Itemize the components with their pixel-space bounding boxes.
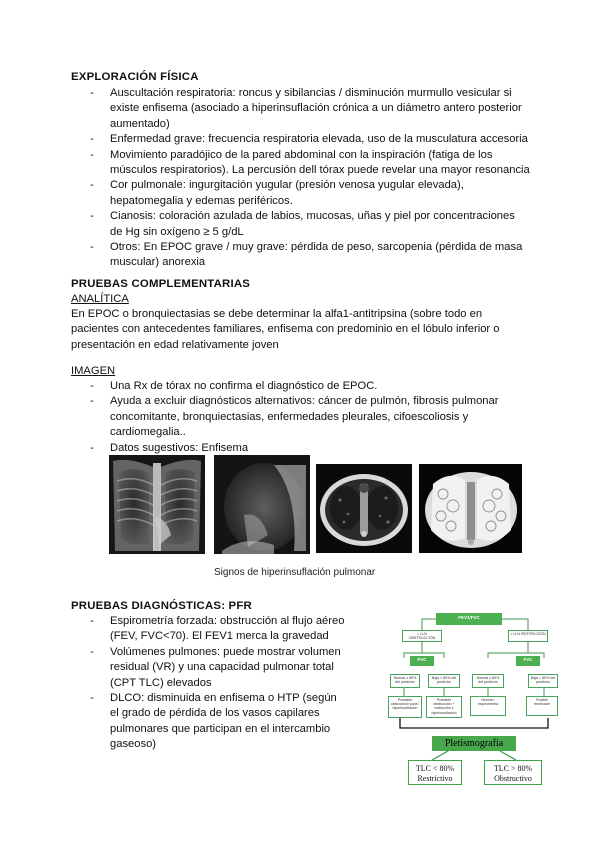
ct-scan-bullous-image <box>419 464 522 553</box>
chest-xray-pa-image <box>109 455 205 554</box>
images-caption: Signos de hiperinsuflación pulmonar <box>214 567 376 578</box>
flowchart-pletismografia: Pletismografía <box>432 736 516 751</box>
exploracion-list <box>90 86 530 271</box>
flowchart-tlc-low <box>408 760 462 785</box>
flowchart-box-low-right: Baja < 80% del predicho <box>528 674 558 688</box>
flowchart-box-normal-right: Normal ≥ 80% del predicho <box>472 674 504 688</box>
ct-scan-emphysema-image <box>316 464 412 553</box>
flowchart-box-low-left: Baja < 80% del predicho <box>428 674 460 688</box>
list-item: - Otros: En EPOC grave / muy grave: pérdida de peso, sarcopenia (pérdida de masa muscular) anorexia <box>90 240 530 271</box>
tlc-low-label: Restrictivo <box>417 774 453 783</box>
list-item: - Espirometría forzada: obstrucción al flujo aéreo (FEV, FVC<70). El FEV1 merca la gravedad <box>90 614 346 645</box>
analitica-paragraph: En EPOC o bronquiectasias se debe determinar la alfa1-antitripsina (sobre todo en pacientes con antecedentes familiares, enfisema con predominio en el lóbulo inferior o presentación en edad relativamente joven <box>71 308 500 351</box>
subsection-title-imagen: IMAGEN <box>71 365 116 377</box>
flowchart-result-4: Posible restricción <box>526 696 558 716</box>
tlc-high-label: Obstructivo <box>494 774 532 783</box>
section-title-exploracion: EXPLORACIÓN FÍSICA <box>71 71 199 83</box>
pfr-flowchart <box>388 612 560 788</box>
list-item: - DLCO: disminuida en enfisema o HTP (según el grado de pérdida de los vasos capilares pulmonares que participan en el intercambio gaseoso) <box>90 691 346 753</box>
flowchart-left-condition: < LLN OBSTRUCCIÓN <box>402 630 442 642</box>
section-title-complementarias: PRUEBAS COMPLEMENTARIAS <box>71 278 251 290</box>
diagnosticas-list <box>90 614 346 753</box>
chest-xray-lateral-image <box>214 455 310 554</box>
flowchart-top-node: FEV1/FVC <box>436 613 502 625</box>
flowchart-fvc-left: FVC <box>410 656 434 666</box>
section-title-diagnosticas: PRUEBAS DIAGNÓSTICAS: PFR <box>71 600 252 612</box>
list-item: - Datos sugestivos: Enfisema <box>90 441 520 456</box>
list-item: - Movimiento paradójico de la pared abdominal con la inspiración (fatiga de los músculos respiratorios). La percusión dell tórax puede revelar una mayor resonancia <box>90 148 530 179</box>
subsection-title-analitica: ANALÍTICA <box>71 293 129 305</box>
flowchart-result-1: Probable obstrucción pura / hiperinsuflación <box>388 696 422 718</box>
flowchart-fvc-right: FVC <box>516 656 540 666</box>
list-item: - Enfermedad grave: frecuencia respiratoria elevada, uso de la musculatura accesoria <box>90 132 530 147</box>
imagen-list <box>90 379 520 456</box>
flowchart-result-3: Normal / espirometría <box>470 696 506 716</box>
flowchart-tlc-high <box>484 760 542 785</box>
list-item: - Auscultación respiratoria: roncus y sibilancias / disminución murmullo vesicular si existe enfisema (asociado a hiperinsuflación crónica a un diámetro antero posterior aumentado) <box>90 86 530 132</box>
list-item: - Volúmenes pulmones: puede mostrar volumen residual (VR) y una capacidad pulmonar total (CPT TLC) elevados <box>90 645 346 691</box>
list-item: - Cor pulmonale: ingurgitación yugular (presión venosa yugular elevada), hepatomegalia y edemas periféricos. <box>90 178 530 209</box>
flowchart-result-2: Probable obstrucción + restricción o hiperinsuflación <box>426 696 462 718</box>
list-item: - Una Rx de tórax no confirma el diagnóstico de EPOC. <box>90 379 520 394</box>
list-item: - Ayuda a excluir diagnósticos alternativos: cáncer de pulmón, fibrosis pulmonar concomitante, bronquiectasias, enfermedades pleurales, cifoescoliosis y cardiomegalia.. <box>90 394 520 440</box>
list-item: - Cianosis: coloración azulada de labios, mucosas, uñas y piel por concentraciones de Hg sin oxígeno ≥ 5 g/dL <box>90 209 530 240</box>
flowchart-box-normal-left: Normal ≥ 80% del predicho <box>390 674 420 688</box>
flowchart-right-condition: > LLN RESTRICCIÓN <box>508 630 548 642</box>
tlc-high-value: TLC > 80% <box>493 764 533 773</box>
tlc-low-value: TLC < 80% <box>415 764 455 773</box>
